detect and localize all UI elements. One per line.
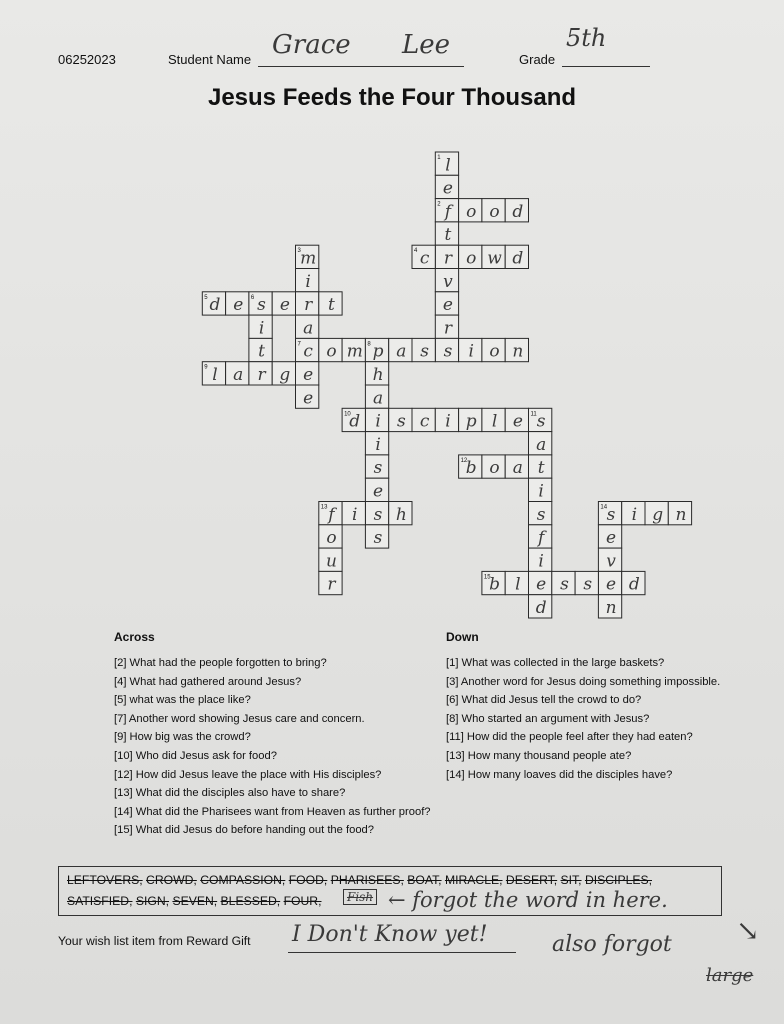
clue-across: [9] How big was the crowd?: [114, 731, 251, 744]
bank-word: LEFTOVERS,: [67, 873, 143, 887]
crossword-letter: a: [536, 434, 547, 455]
crossword-letter: r: [304, 295, 313, 316]
clue-down: [8] Who started an argument with Jesus?: [446, 712, 650, 725]
clue-number: 6: [250, 294, 255, 301]
crossword-letter: d: [628, 574, 640, 595]
crossword-letter: t: [258, 341, 265, 362]
crossword-letter: n: [512, 341, 524, 362]
document-id: 06252023: [58, 52, 116, 67]
crossword-letter: s: [583, 574, 593, 595]
across-heading: Across: [114, 630, 155, 644]
crossword-letter: e: [373, 481, 384, 502]
crossword-letter: o: [489, 341, 500, 362]
word-bank-line-1: [67, 873, 652, 887]
clue-number: 3: [297, 248, 301, 255]
crossword-letter: d: [512, 201, 524, 222]
crossword-letter: e: [606, 528, 617, 549]
crossword-letter: o: [326, 528, 337, 549]
crossword-letter: r: [443, 318, 453, 339]
crossword-letter: i: [305, 271, 311, 292]
crossword-letter: p: [465, 411, 477, 432]
crossword-letter: s: [536, 504, 546, 525]
bank-word: FOOD,: [288, 873, 328, 887]
crossword-letter: b: [465, 458, 477, 479]
clue-across: [10] Who did Jesus ask for food?: [114, 749, 277, 762]
crossword-letter: n: [675, 504, 687, 525]
crossword-letter: s: [373, 504, 383, 525]
crossword-letter: n: [605, 598, 617, 618]
crossword-letter: s: [443, 341, 453, 362]
crossword-letter: d: [512, 248, 524, 269]
bank-word: MIRACLE,: [444, 873, 503, 887]
crossword-letter: i: [538, 551, 544, 572]
clue-down: [1] What was collected in the large baskets?: [446, 657, 665, 669]
crossword-letter: d: [535, 598, 547, 618]
crossword-letter: a: [372, 388, 384, 409]
crossword-letter: o: [466, 248, 477, 269]
crossword-letter: a: [303, 318, 314, 339]
bank-word: FOUR,: [283, 894, 322, 908]
crossword-letter: f: [328, 504, 335, 525]
crossword-letter: i: [352, 504, 358, 525]
bank-word: SIGN,: [135, 894, 170, 908]
clue-number: 7: [297, 341, 301, 348]
word-bank-line-2: [67, 894, 321, 908]
crossword-letter: v: [606, 551, 616, 572]
clue-number: 11: [530, 411, 537, 418]
clue-down: [13] How many thousand people ate?: [446, 749, 632, 762]
bank-word: DISCIPLES,: [584, 873, 652, 887]
crossword-letter: w: [487, 248, 502, 269]
bank-word: BOAT,: [407, 873, 442, 887]
crossword-letter: s: [606, 504, 616, 525]
crossword-letter: e: [279, 295, 290, 316]
crossword-letter: i: [538, 481, 544, 502]
crossword-letter: o: [326, 341, 337, 362]
bank-word: CROWD,: [146, 873, 197, 887]
crossword-letter: h: [372, 365, 384, 385]
crossword-letter: i: [375, 434, 381, 455]
crossword-letter: d: [209, 295, 221, 316]
crossword-letter: s: [420, 341, 430, 362]
student-name-label: Student Name: [168, 52, 252, 67]
clue-number: 10: [344, 411, 351, 418]
crossword-letter: e: [442, 178, 453, 199]
crossword-letter: s: [257, 295, 266, 316]
clue-down: [3] Another word for Jesus doing something impossible.: [446, 675, 721, 688]
down-heading: Down: [446, 630, 479, 644]
crossword-letter: m: [346, 341, 363, 362]
clue-number: 8: [367, 341, 371, 348]
clue-down: [6] What did Jesus tell the crowd to do?: [446, 694, 642, 707]
clue-across: [15] What did Jesus do before handing out the food?: [114, 824, 374, 837]
grade-label: Grade: [519, 52, 556, 67]
crossword-letter: b: [489, 574, 500, 595]
clue-across: [12] How did Jesus leave the place with His disciples?: [114, 768, 382, 781]
crossword-letter: s: [536, 411, 546, 432]
clue-number: 9: [204, 364, 208, 371]
wish-list-line: [288, 952, 516, 953]
crossword-letter: s: [373, 528, 383, 549]
grade-value: 5th: [566, 24, 607, 52]
crossword-letter: a: [396, 341, 407, 362]
crossword-letter: e: [303, 388, 314, 409]
crossword-letter: r: [257, 365, 266, 385]
crossword-letter: r: [443, 248, 453, 269]
bank-word: PHARISEES,: [330, 873, 404, 887]
crossword-letter: l: [212, 365, 218, 385]
crossword-letter: l: [445, 155, 451, 176]
crossword-letter: e: [512, 411, 523, 432]
bank-word: SIT,: [560, 873, 582, 887]
clue-number: 14: [600, 504, 608, 511]
crossword-letter: e: [303, 365, 314, 385]
bank-word: SATISFIED,: [67, 894, 133, 908]
clue-number: 4: [414, 248, 418, 255]
crossword-letter: v: [443, 271, 453, 292]
crossword-letter: c: [303, 341, 313, 362]
clue-across: [2] What had the people forgotten to bring?: [114, 657, 327, 669]
wish-list-label: Your wish list item from Reward Gift: [58, 934, 251, 948]
crossword-letter: g: [652, 504, 664, 525]
crossword-letter: a: [233, 365, 244, 385]
clue-down: [14] How many loaves did the disciples have?: [446, 768, 673, 781]
crossword-letter: f: [444, 201, 452, 222]
crossword-letter: e: [442, 295, 453, 316]
across-clues: [114, 630, 436, 842]
clue-number: 13: [320, 504, 328, 511]
crossword-letter: o: [466, 201, 477, 222]
crossword-letter: i: [445, 411, 451, 432]
crossword-letter: t: [444, 225, 452, 246]
down-clues: [446, 630, 776, 786]
crossword-letter: u: [325, 551, 337, 572]
wish-list-answer: I Don't Know yet!: [292, 922, 488, 947]
student-last-name: Lee: [402, 30, 451, 60]
crossword-letter: e: [536, 574, 547, 595]
worksheet-title: Jesus Feeds the Four Thousand: [207, 84, 577, 111]
crossword-letter: e: [233, 295, 244, 316]
forgot-large-note: large: [706, 965, 754, 986]
crossword-letter: m: [300, 248, 317, 269]
student-first-name: Grace: [272, 30, 351, 60]
crossword-letter: s: [560, 574, 569, 595]
clue-number: 5: [204, 294, 208, 301]
crossword-letter: l: [491, 411, 498, 432]
forgot-word-note: ← forgot the word in here.: [388, 888, 668, 912]
clue-across: [4] What had gathered around Jesus?: [114, 675, 302, 688]
crossword-letter: a: [512, 458, 523, 479]
bank-word: BLESSED,: [220, 894, 281, 908]
crossword-letter: s: [396, 411, 406, 432]
crossword-letter: r: [327, 574, 336, 595]
handwritten-added-word: Fish: [343, 889, 377, 905]
crossword-letter: e: [606, 574, 617, 595]
clue-across: [13] What did the disciples also have to share?: [114, 787, 346, 800]
crossword-letter: s: [373, 458, 383, 479]
crossword-letter: i: [631, 504, 638, 525]
also-forgot-note: also forgot: [552, 932, 672, 957]
clue-down: [11] How did the people feel after they had eaten?: [446, 731, 693, 744]
clue-number: 2: [437, 201, 441, 208]
crossword-letter: d: [349, 411, 361, 432]
crossword-letter: p: [372, 341, 384, 362]
crossword-letter: t: [328, 295, 335, 316]
crossword-letter: i: [375, 411, 381, 432]
clue-number: 1: [437, 155, 441, 161]
clue-number: 15: [483, 574, 491, 581]
clue-across: [14] What did the Pharisees want from Heaven as further proof?: [114, 805, 431, 818]
crossword-letter: g: [279, 365, 291, 385]
crossword-letter: i: [258, 318, 265, 339]
crossword-letter: h: [395, 504, 407, 525]
arrow-icon: ↘: [736, 914, 760, 947]
bank-word: COMPASSION,: [200, 873, 286, 887]
clue-across: [5] what was the place like?: [114, 694, 251, 707]
crossword-letter: l: [515, 574, 521, 595]
bank-word: DESERT,: [505, 873, 558, 887]
crossword-letter: c: [419, 248, 430, 269]
crossword-letter: c: [419, 411, 430, 432]
clue-number: 12: [460, 457, 468, 464]
crossword-letter: o: [489, 458, 500, 479]
crossword-letter: f: [538, 528, 545, 549]
crossword-letter: t: [537, 458, 545, 479]
crossword-letter: o: [489, 201, 500, 222]
clue-across: [7] Another word showing Jesus care and concern.: [114, 712, 365, 725]
bank-word: SEVEN,: [172, 894, 218, 908]
crossword-letter: i: [468, 341, 474, 362]
